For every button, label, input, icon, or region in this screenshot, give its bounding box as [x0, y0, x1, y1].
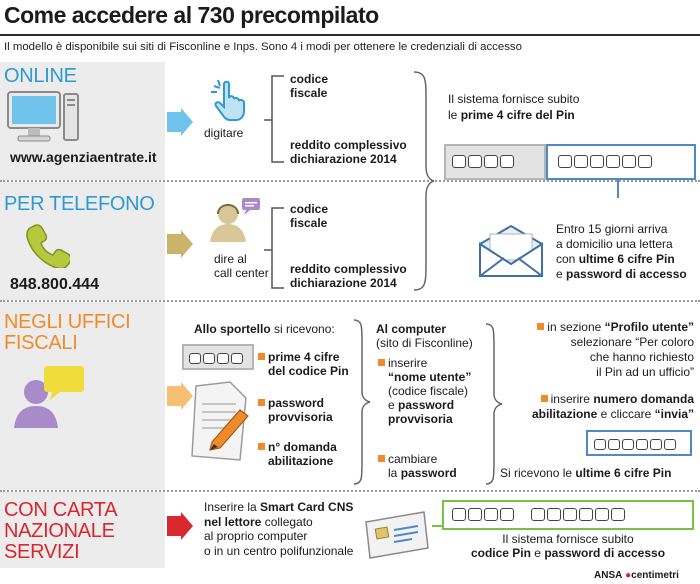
cns-line2: nel lettore collegato — [204, 514, 313, 529]
profilo-step-line2: selezionare “Per coloro — [570, 335, 694, 349]
cns-result — [442, 532, 694, 560]
letter-result-line4-bold: password di accesso — [566, 267, 687, 281]
telefono-item2-line2: dichiarazione 2014 — [290, 276, 397, 290]
pin-result-line2-pre: le — [448, 108, 461, 122]
online-item1-line1: codice — [290, 72, 329, 86]
pin-last6-box — [546, 144, 696, 180]
bracket-telefono — [262, 206, 286, 290]
divider-2 — [0, 300, 700, 302]
footer-credit-centimetri: centimetri — [631, 570, 679, 581]
telefono-item1-line1: codice — [290, 202, 329, 216]
letter-result — [556, 222, 687, 282]
section-title-online: ONLINE — [4, 65, 77, 87]
telefono-item2-line1: reddito complessivo — [290, 262, 407, 276]
computer-step1-line3: (codice fiscale) — [388, 384, 469, 398]
sportello-heading-rest: si ricevono: — [270, 322, 335, 336]
computer-heading: Al computer — [376, 322, 447, 336]
computer-step1-line2: “nome utente” — [388, 370, 472, 384]
pin-result-line2-bold: prime 4 cifre del Pin — [460, 108, 575, 122]
computer-step2-line1: cambiare — [378, 452, 457, 466]
cns-title-line1: CON CARTA — [4, 499, 118, 521]
computer-step1 — [378, 356, 471, 426]
cns-instructions — [204, 500, 353, 558]
telefono-item2 — [290, 262, 407, 290]
sportello-item2-line1: password — [258, 396, 333, 410]
pin-result-line1: Il sistema fornisce subito — [448, 92, 580, 106]
sportello-heading — [194, 322, 335, 336]
uffici-result — [500, 466, 671, 480]
letter-result-line2: a domicilio una lettera — [556, 237, 673, 251]
telefono-item1 — [290, 202, 328, 230]
page-subtitle: Il modello è disponibile sui siti di Fisconline e Inps. Sono 4 i modi per ottenere le credenziali di accesso — [4, 41, 522, 53]
cns-result-line1: Il sistema fornisce subito — [502, 532, 634, 546]
uffici-result-pre: Si ricevono le — [500, 466, 576, 480]
title-rule — [0, 34, 700, 36]
sportello-item3 — [258, 440, 337, 468]
letter-result-line4 — [556, 267, 687, 282]
online-website: www.agenziaentrate.it — [10, 149, 157, 165]
arrow-telefono — [167, 230, 193, 258]
profilo-step-line4: il Pin ad un ufficio” — [596, 365, 694, 379]
cns-line3: al proprio computer — [204, 529, 308, 543]
computer-subheading: (sito di Fisconline) — [376, 336, 473, 350]
uffici-title-line2: FISCALI — [4, 332, 78, 354]
telefono-action — [214, 252, 269, 280]
computer-step1-line1: inserire — [378, 356, 471, 370]
section-title-uffici — [4, 312, 130, 354]
domanda-step — [510, 392, 694, 422]
online-item2 — [290, 138, 407, 166]
hand-click-icon — [208, 78, 250, 122]
brace-computer — [484, 322, 504, 486]
section-title-cns — [4, 500, 117, 563]
online-item2-line2: dichiarazione 2014 — [290, 152, 397, 166]
online-item1-line2: fiscale — [290, 86, 328, 100]
document-pencil-icon — [190, 380, 256, 464]
phone-icon — [24, 222, 70, 268]
brace-sportello — [352, 318, 372, 486]
divider-3 — [0, 490, 700, 492]
cns-title-line3: SERVIZI — [4, 541, 80, 563]
footer-credit-ansa: ANSA — [594, 570, 623, 581]
online-action: digitare — [204, 126, 244, 140]
telefono-item1-line2: fiscale — [290, 216, 328, 230]
sportello-item3-line1: n° domanda — [258, 440, 337, 454]
profilo-step-line3: che hanno richiesto — [589, 350, 694, 364]
domanda-step-line1: inserire numero domanda — [510, 392, 694, 407]
sportello-heading-bold: Allo sportello — [194, 322, 271, 336]
divider-1 — [0, 180, 700, 182]
uffici-pin-last6-box — [586, 430, 692, 456]
bracket-online — [262, 74, 286, 164]
letter-result-line3-bold: ultime 6 cifre Pin — [578, 252, 675, 266]
pin-connector — [616, 178, 620, 198]
smart-card-icon — [362, 508, 432, 562]
letter-result-line3-pre: con — [556, 252, 579, 266]
computer-block — [376, 322, 473, 350]
page-title: Come accedere al 730 precompilato — [4, 2, 379, 28]
domanda-step-line2: abilitazione e cliccare “invia” — [531, 407, 694, 421]
cns-line4: o in un centro polifunzionale — [204, 543, 354, 558]
computer-step2-line2: la password — [388, 466, 457, 480]
letter-result-line1: Entro 15 giorni arriva — [556, 222, 668, 236]
sportello-item1 — [258, 350, 349, 378]
envelope-icon — [476, 224, 546, 278]
cns-title-line2: NAZIONALE — [4, 520, 115, 542]
computer-step1-line4: e password — [388, 398, 455, 412]
telefono-action-line2: call center — [214, 266, 269, 280]
letter-result-line4-pre: e — [556, 267, 567, 281]
profilo-step — [518, 320, 694, 380]
uffici-title-line1: NEGLI UFFICI — [4, 311, 131, 333]
footer-credit: ANSA ●centimetri — [594, 570, 679, 581]
curly-brace-right — [412, 70, 436, 292]
arrow-online — [167, 108, 193, 136]
cns-line1: Inserire la Smart Card CNS — [204, 500, 354, 514]
computer-step2 — [378, 452, 457, 480]
sportello-pin-box — [182, 344, 254, 370]
call-center-operator-icon — [208, 196, 262, 244]
cns-pin-box — [442, 500, 694, 530]
pin-first4-box — [444, 144, 546, 180]
section-title-telefono: PER TELEFONO — [4, 193, 155, 215]
online-item2-line1: reddito complessivo — [290, 138, 407, 152]
computer-step1-line5: provvisoria — [388, 412, 453, 426]
pin-result-line2 — [448, 108, 575, 122]
arrow-cns — [167, 512, 193, 540]
sportello-item1-line2: del codice Pin — [268, 364, 349, 378]
telefono-action-line1: dire al — [214, 252, 247, 266]
uffici-result-bold: ultime 6 cifre Pin — [575, 466, 672, 480]
letter-result-line3 — [556, 252, 687, 267]
telefono-phone-number: 848.800.444 — [10, 276, 99, 293]
sportello-item1-line1: prime 4 cifre — [258, 350, 349, 364]
office-person-icon — [8, 364, 88, 430]
sportello-item2 — [258, 396, 333, 424]
sportello-item2-line2: provvisoria — [268, 410, 333, 424]
computer-icon — [6, 90, 80, 146]
profilo-step-line1: in sezione “Profilo utente” — [518, 320, 694, 335]
sportello-item3-line2: abilitazione — [268, 454, 334, 468]
cns-result-line2: codice Pin e password di accesso — [470, 546, 666, 560]
online-item1 — [290, 72, 328, 100]
